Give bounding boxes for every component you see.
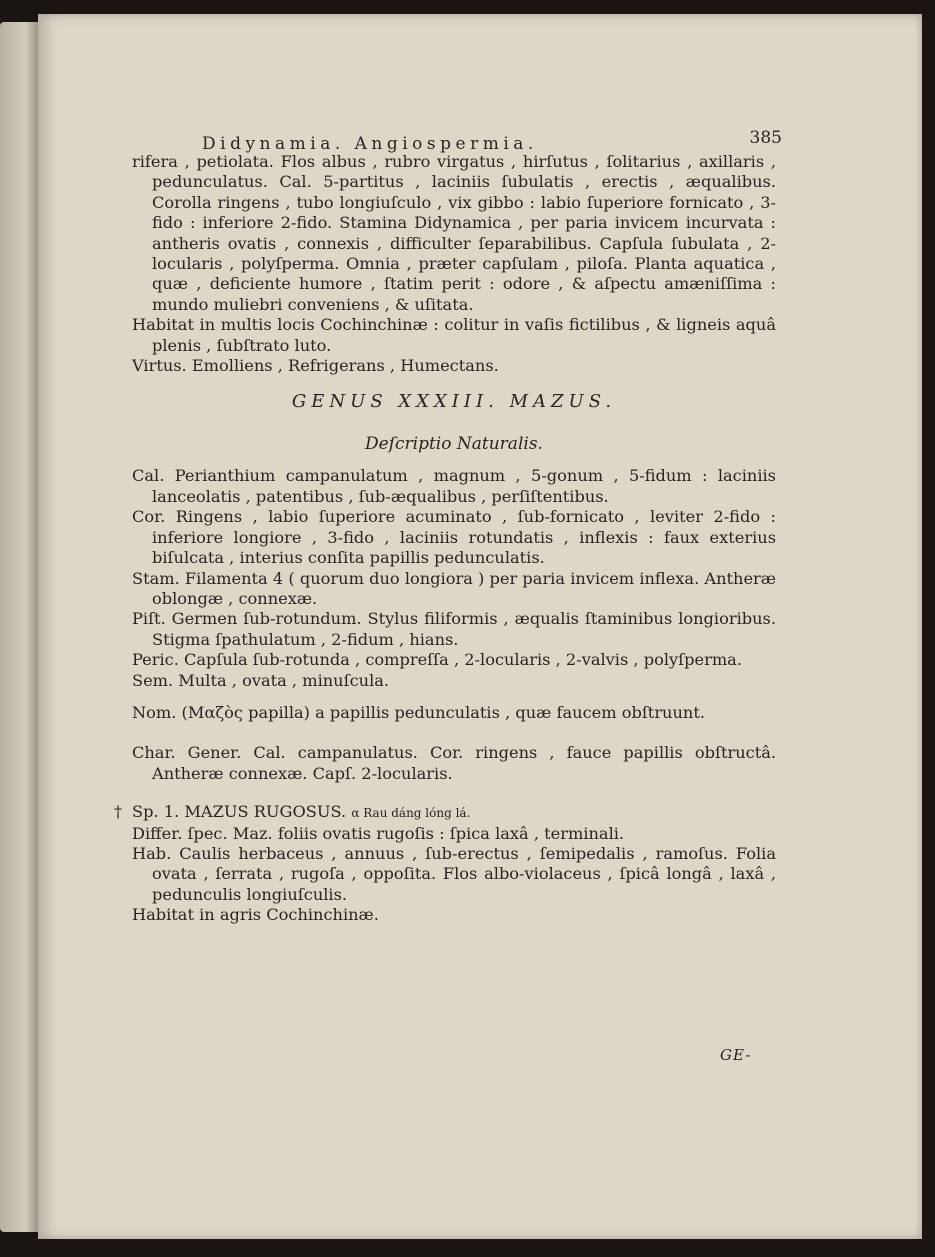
description-pist: Piſt. Germen ſub-rotundum. Stylus filiformis , æqualis ſtaminibus longioribus. Stigma ſpathulatum , 2-fidum , hians. <box>132 609 776 649</box>
page-number: 385 <box>749 128 782 148</box>
species-line <box>114 802 776 823</box>
species-name: Sp. 1. MAZUS RUGOSUS. <box>132 802 347 822</box>
dagger-mark: † <box>114 802 123 822</box>
char-gener-paragraph: Char. Gener. Cal. campanulatus. Cor. ringens , fauce papillis obſtructâ. Antheræ connexæ. Capſ. 2-locularis. <box>132 743 776 783</box>
running-header <box>132 126 782 154</box>
description-heading: Deſcriptio Naturalis. <box>365 434 543 455</box>
header-title: Didynamia. Angiospermia. <box>202 134 538 154</box>
spacer <box>132 723 776 743</box>
spacer <box>132 691 776 703</box>
genus-heading: GENUS XXXIII. MAZUS. <box>291 391 617 413</box>
description-peric: Peric. Capſula ſub-rotunda , compreſſa , 2-locularis , 2-valvis , polyſperma. <box>132 650 742 670</box>
catchword: GE- <box>720 1046 752 1064</box>
spacer <box>132 784 776 802</box>
continued-paragraph: rifera , petiolata. Flos albus , rubro virgatus , hirſutus , ſolitarius , axillaris , pedunculatus. Cal. 5-partitus , laciniis ſubulatis , erectis , æqualibus. Corolla ringens , tubo longiuſculo , vix gibbo : labio ſuperiore fornicato , 3-fido : inferiore 2-fido. Stamina Didynamica , per paria invicem incurvata : antheris ovatis , connexis , difficulter ſeparabilibus. Capſula ſubulata , 2-locularis , polyſperma. Omnia , præter capſulam , piloſa. Planta aquatica , quæ , deficiente humore , ſtatim perit : odore , & aſpectu amæniſſima : mundo muliebri conveniens , & uſitata. <box>132 152 776 314</box>
description-sem: Sem. Multa , ovata , minuſcula. <box>132 670 390 690</box>
description-stam: Stam. Filamenta 4 ( quorum duo longiora ) per paria invicem inflexa. Antheræ oblongæ , connexæ. <box>132 568 776 608</box>
species-differ: Differ. ſpec. Maz. foliis ovatis rugoſis : ſpica laxâ , terminali. <box>132 823 625 843</box>
species-vernacular: α Rau dáng lóng lá. <box>351 806 471 821</box>
habitat-paragraph: Habitat in multis locis Cochinchinæ : colitur in vaſis fictilibus , & ligneis aquâ plenis , ſubſtrato luto. <box>132 315 776 355</box>
page-content <box>114 126 782 926</box>
description-cor: Cor. Ringens , labio ſuperiore acuminato , ſub-fornicato , leviter 2-fido : inferiore longiore , 3-fido , laciniis rotundatis , inflexis : faux exterius biſulcata , interius conſita papillis pedunculatis. <box>132 507 776 568</box>
facing-page-edge <box>0 22 42 1232</box>
species-habitat: Habitat in agris Cochinchinæ. <box>132 905 379 925</box>
nom-paragraph: Nom. (Μαζὸς papilla) a papillis pedunculatis , quæ faucem obſtruunt. <box>132 702 705 722</box>
virtus-paragraph: Virtus. Emolliens , Refrigerans , Humectans. <box>132 356 499 376</box>
book-page <box>38 14 922 1239</box>
description-cal: Cal. Perianthium campanulatum , magnum , 5-gonum , 5-fidum : laciniis lanceolatis , patentibus , ſub-æqualibus , perſiſtentibus. <box>132 466 776 506</box>
species-hab: Hab. Caulis herbaceus , annuus , ſub-erectus , ſemipedalis , ramoſus. Folia ovata , ſerrata , rugoſa , oppoſita. Flos albo-violaceus , ſpicâ longâ , laxâ , pedunculis longiuſculis. <box>132 843 776 904</box>
